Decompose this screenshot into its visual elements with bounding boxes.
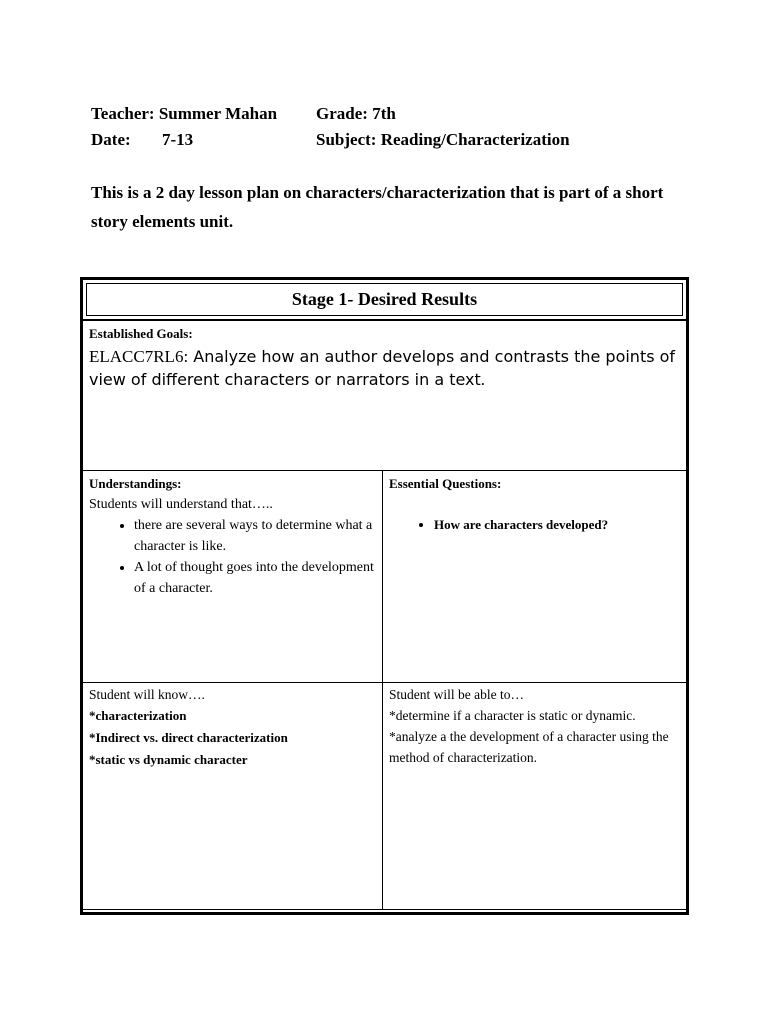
divider: [83, 909, 686, 910]
stage-title: Stage 1- Desired Results: [86, 283, 683, 316]
essential-questions-title: Essential Questions:: [389, 476, 502, 491]
able-intro: Student will be able to…: [389, 687, 524, 702]
list-item: • there are several ways to determine what a character is like.: [134, 515, 377, 557]
teacher-label: Teacher:: [91, 104, 155, 123]
grade-label: Grade:: [316, 104, 368, 123]
subject-value: Reading/Characterization: [380, 130, 570, 149]
divider: [83, 319, 686, 321]
essential-questions-cell: [389, 474, 685, 535]
know-intro: Student will know….: [89, 687, 205, 702]
teacher-name: Summer Mahan: [158, 104, 278, 123]
intro-paragraph: This is a 2 day lesson plan on characters/characterization that is part of a short story elements unit.: [91, 183, 664, 231]
student-able-cell: [389, 684, 687, 768]
goal-end: .: [480, 370, 486, 389]
understandings-intro: Students will understand that…..: [89, 497, 273, 512]
understandings-cell: [89, 474, 377, 599]
list-item: *analyze a the development of a character using the method of characterization.: [389, 729, 669, 765]
goals-title: Established Goals:: [89, 326, 193, 341]
goal-statement: [89, 345, 680, 391]
list-item: *characterization: [89, 708, 187, 723]
stage-1-table: [80, 277, 689, 915]
divider: [382, 470, 383, 910]
understandings-list: [89, 515, 377, 599]
goal-code: ELACC7RL6:: [89, 347, 189, 366]
essential-questions-list: [389, 514, 685, 535]
list-item: *static vs dynamic character: [89, 752, 248, 767]
list-item: *determine if a character is static or dynamic.: [389, 708, 636, 723]
divider: [83, 470, 686, 471]
header-row-date: [91, 127, 570, 153]
established-goals-cell: [89, 324, 680, 391]
goal-text: Analyze how an author develops and contrasts the points of view of different characters or narrators in a text: [89, 347, 676, 389]
student-know-cell: [89, 684, 377, 771]
subject-label: Subject:: [316, 130, 377, 149]
grade-value: 7th: [372, 104, 396, 123]
date-value: 7-13: [162, 130, 194, 149]
understandings-title: Understandings:: [89, 476, 182, 491]
list-item: • How are characters developed?: [434, 514, 685, 535]
date-label: Date:: [91, 130, 131, 149]
list-item: • A lot of thought goes into the development of a character.: [134, 557, 377, 599]
lesson-header: [91, 101, 570, 153]
list-item: *Indirect vs. direct characterization: [89, 730, 288, 745]
divider: [83, 682, 686, 683]
header-row-teacher: [91, 101, 570, 127]
